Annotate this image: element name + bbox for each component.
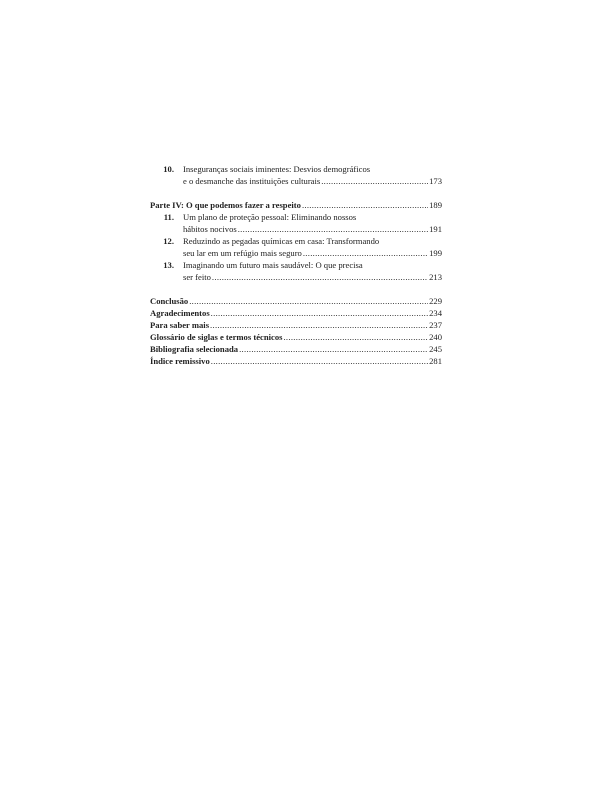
toc-entry-chapter-13[interactable]	[150, 259, 442, 283]
dot-leader	[211, 307, 428, 319]
dot-leader	[212, 271, 428, 283]
toc-entry-chapter-11[interactable]	[150, 211, 442, 235]
dot-leader	[210, 319, 428, 331]
toc-entry-bibliografia[interactable]	[150, 343, 442, 355]
chapter-title-line-2: hábitos nocivos	[183, 224, 237, 234]
toc-entry-part-4[interactable]	[150, 199, 442, 211]
dot-leader	[238, 223, 428, 235]
chapter-title-line-2: e o desmanche das instituições culturais	[183, 176, 321, 186]
toc-entry-para-saber-mais[interactable]	[150, 319, 442, 331]
dot-leader	[211, 355, 428, 367]
toc-entry-agradecimentos[interactable]	[150, 307, 442, 319]
page-number: 281	[429, 356, 442, 366]
page-number: 199	[429, 248, 442, 258]
page-number: 245	[429, 344, 442, 354]
entry-title: Conclusão	[150, 296, 189, 306]
toc-entry-conclusao[interactable]	[150, 295, 442, 307]
page-number: 191	[429, 224, 442, 234]
part-title: Parte IV: O que podemos fazer a respeito	[150, 200, 301, 210]
dot-leader	[303, 247, 428, 259]
chapter-title-line-2: ser feito	[183, 272, 211, 282]
entry-title: Bibliografia selecionada	[150, 344, 239, 354]
dot-leader	[283, 331, 428, 343]
dot-leader	[239, 343, 428, 355]
page-number: 189	[429, 200, 442, 210]
page-number: 173	[429, 176, 442, 186]
chapter-number: 11.	[163, 212, 174, 222]
chapter-number: 13.	[163, 260, 174, 270]
chapter-number: 12.	[163, 236, 174, 246]
chapter-title-line-1: Um plano de proteção pessoal: Eliminando nossos	[183, 212, 357, 222]
page-number: 237	[429, 320, 442, 330]
dot-leader	[302, 199, 428, 211]
page-number: 234	[429, 308, 442, 318]
entry-title: Para saber mais	[150, 320, 210, 330]
chapter-title-line-2: seu lar em um refúgio mais seguro	[183, 248, 302, 258]
table-of-contents	[150, 163, 442, 367]
chapter-title-line-1: Inseguranças sociais iminentes: Desvios demográficos	[183, 164, 371, 174]
chapter-title-line-1: Imaginando um futuro mais saudável: O que precisa	[183, 260, 363, 270]
toc-entry-chapter-10[interactable]	[150, 163, 442, 187]
page-number: 240	[429, 332, 442, 342]
page-number: 213	[429, 272, 442, 282]
dot-leader	[321, 175, 428, 187]
entry-title: Índice remissivo	[150, 356, 210, 366]
entry-title: Agradecimentos	[150, 308, 210, 318]
page-number: 229	[429, 296, 442, 306]
dot-leader	[189, 295, 428, 307]
toc-entry-indice-remissivo[interactable]	[150, 355, 442, 367]
entry-title: Glossário de siglas e termos técnicos	[150, 332, 283, 342]
chapter-title-line-1: Reduzindo as pegadas químicas em casa: Transformando	[183, 236, 380, 246]
toc-entry-glossario[interactable]	[150, 331, 442, 343]
toc-entry-chapter-12[interactable]	[150, 235, 442, 259]
chapter-number: 10.	[163, 164, 174, 174]
